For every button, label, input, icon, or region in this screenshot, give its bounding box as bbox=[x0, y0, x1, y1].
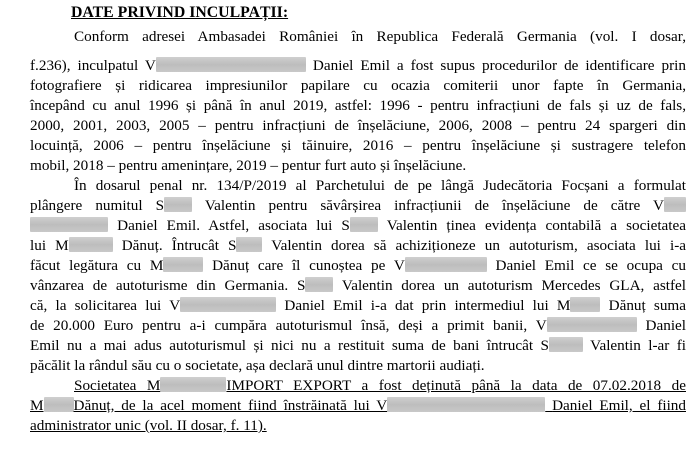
redaction-block bbox=[163, 257, 203, 272]
paragraph-line: Daniel Emil. Astfel, asociata lui S Valentin ținea evidența contabilă a societatea bbox=[30, 216, 686, 236]
paragraph-line: făcut legătura cu M Dănuț care îl cunoștea pe V Daniel Emil ce se ocupa cu bbox=[30, 257, 687, 274]
redaction-block bbox=[180, 297, 276, 312]
paragraph-line: Emil nu a mai adus autoturismul și nici nu a restituit suma de bani întrucât S Valentin l-ar fi bbox=[30, 337, 687, 354]
paragraph-line: Conform adresei Ambasadei României în Republica Federală Germania (vol. I dosar, bbox=[74, 28, 686, 45]
paragraph-line: 2000, 2001, 2003, 2005 – pentru infracțiuni de înșelăciune, 2006, 2008 – pentru 24 spargeri din bbox=[30, 117, 686, 134]
redaction-block bbox=[164, 197, 192, 212]
paragraph-line: păcălit la rândul său cu o societate, așa declară unul dintre martorii audiați. bbox=[30, 357, 485, 374]
redaction-block bbox=[44, 397, 74, 412]
redaction-block bbox=[30, 217, 108, 232]
section-heading: DATE PRIVIND INCULPAȚII: bbox=[71, 4, 289, 21]
redaction-block bbox=[305, 277, 333, 292]
paragraph-line: că, la solicitarea lui V Daniel Emil i-a dat prin intermediul lui M Dănuț suma bbox=[30, 297, 686, 314]
paragraph-line: de 20.000 Euro pentru a-i cumpăra autoturismul însă, deși a primit banii, V Daniel bbox=[30, 317, 686, 334]
redaction-block bbox=[664, 197, 686, 212]
paragraph-line: lui M Dănuț. Întrucât S Valentin dorea să achiziționeze un autoturism, asociata lui i-a bbox=[30, 237, 686, 254]
paragraph-line: administrator unic (vol. II dosar, f. 11). bbox=[30, 417, 267, 434]
redaction-block bbox=[549, 337, 583, 352]
paragraph-line: mobil, 2018 – pentru amenințare, 2019 – pentur furt auto și înșelăciune. bbox=[30, 157, 467, 174]
paragraph-line: plângere numitul S Valentin pentru săvârșirea infracțiunii de înșelăciune de către V bbox=[30, 196, 686, 216]
redaction-block bbox=[547, 317, 637, 332]
paragraph-line: locuință, 2006 – pentru înșelăciune și tăinuire, 2016 – pentru înșelăciune și sustragere telefon bbox=[30, 137, 686, 154]
paragraph-line: fotografiere și ridicarea impresiunilor papilare cu ocazia comiterii unor fapte în Germania, bbox=[30, 77, 686, 94]
redaction-block bbox=[570, 297, 600, 312]
redaction-block bbox=[236, 237, 262, 252]
redaction-block bbox=[405, 257, 487, 272]
paragraph-line: În dosarul penal nr. 134/P/2019 al Parchetului de pe lângă Judecătoria Focșani a formulat bbox=[74, 177, 686, 194]
redaction-block bbox=[156, 57, 306, 72]
paragraph-line: Societatea M IMPORT EXPORT a fost deținută până la data de 07.02.2018 de bbox=[74, 377, 686, 394]
paragraph-line: începând cu anul 1996 și până în anul 2019, astfel: 1996 - pentru infracțiuni de fals și uz de fals, bbox=[30, 97, 686, 114]
redaction-block bbox=[69, 237, 113, 252]
redaction-block bbox=[160, 377, 226, 392]
paragraph-line: f.236), inculpatul V Daniel Emil a fost supus procedurilor de identificare prin bbox=[30, 57, 686, 74]
redaction-block bbox=[350, 217, 378, 232]
paragraph-line: M Dănuț, de la acel moment fiind înstrăinată lui V Daniel Emil, el fiind bbox=[30, 397, 686, 414]
redaction-block bbox=[387, 397, 545, 412]
paragraph-line: vânzarea de autoturisme din Germania. S Valentin dorea un autoturism Mercedes GLA, astfel bbox=[30, 277, 687, 294]
